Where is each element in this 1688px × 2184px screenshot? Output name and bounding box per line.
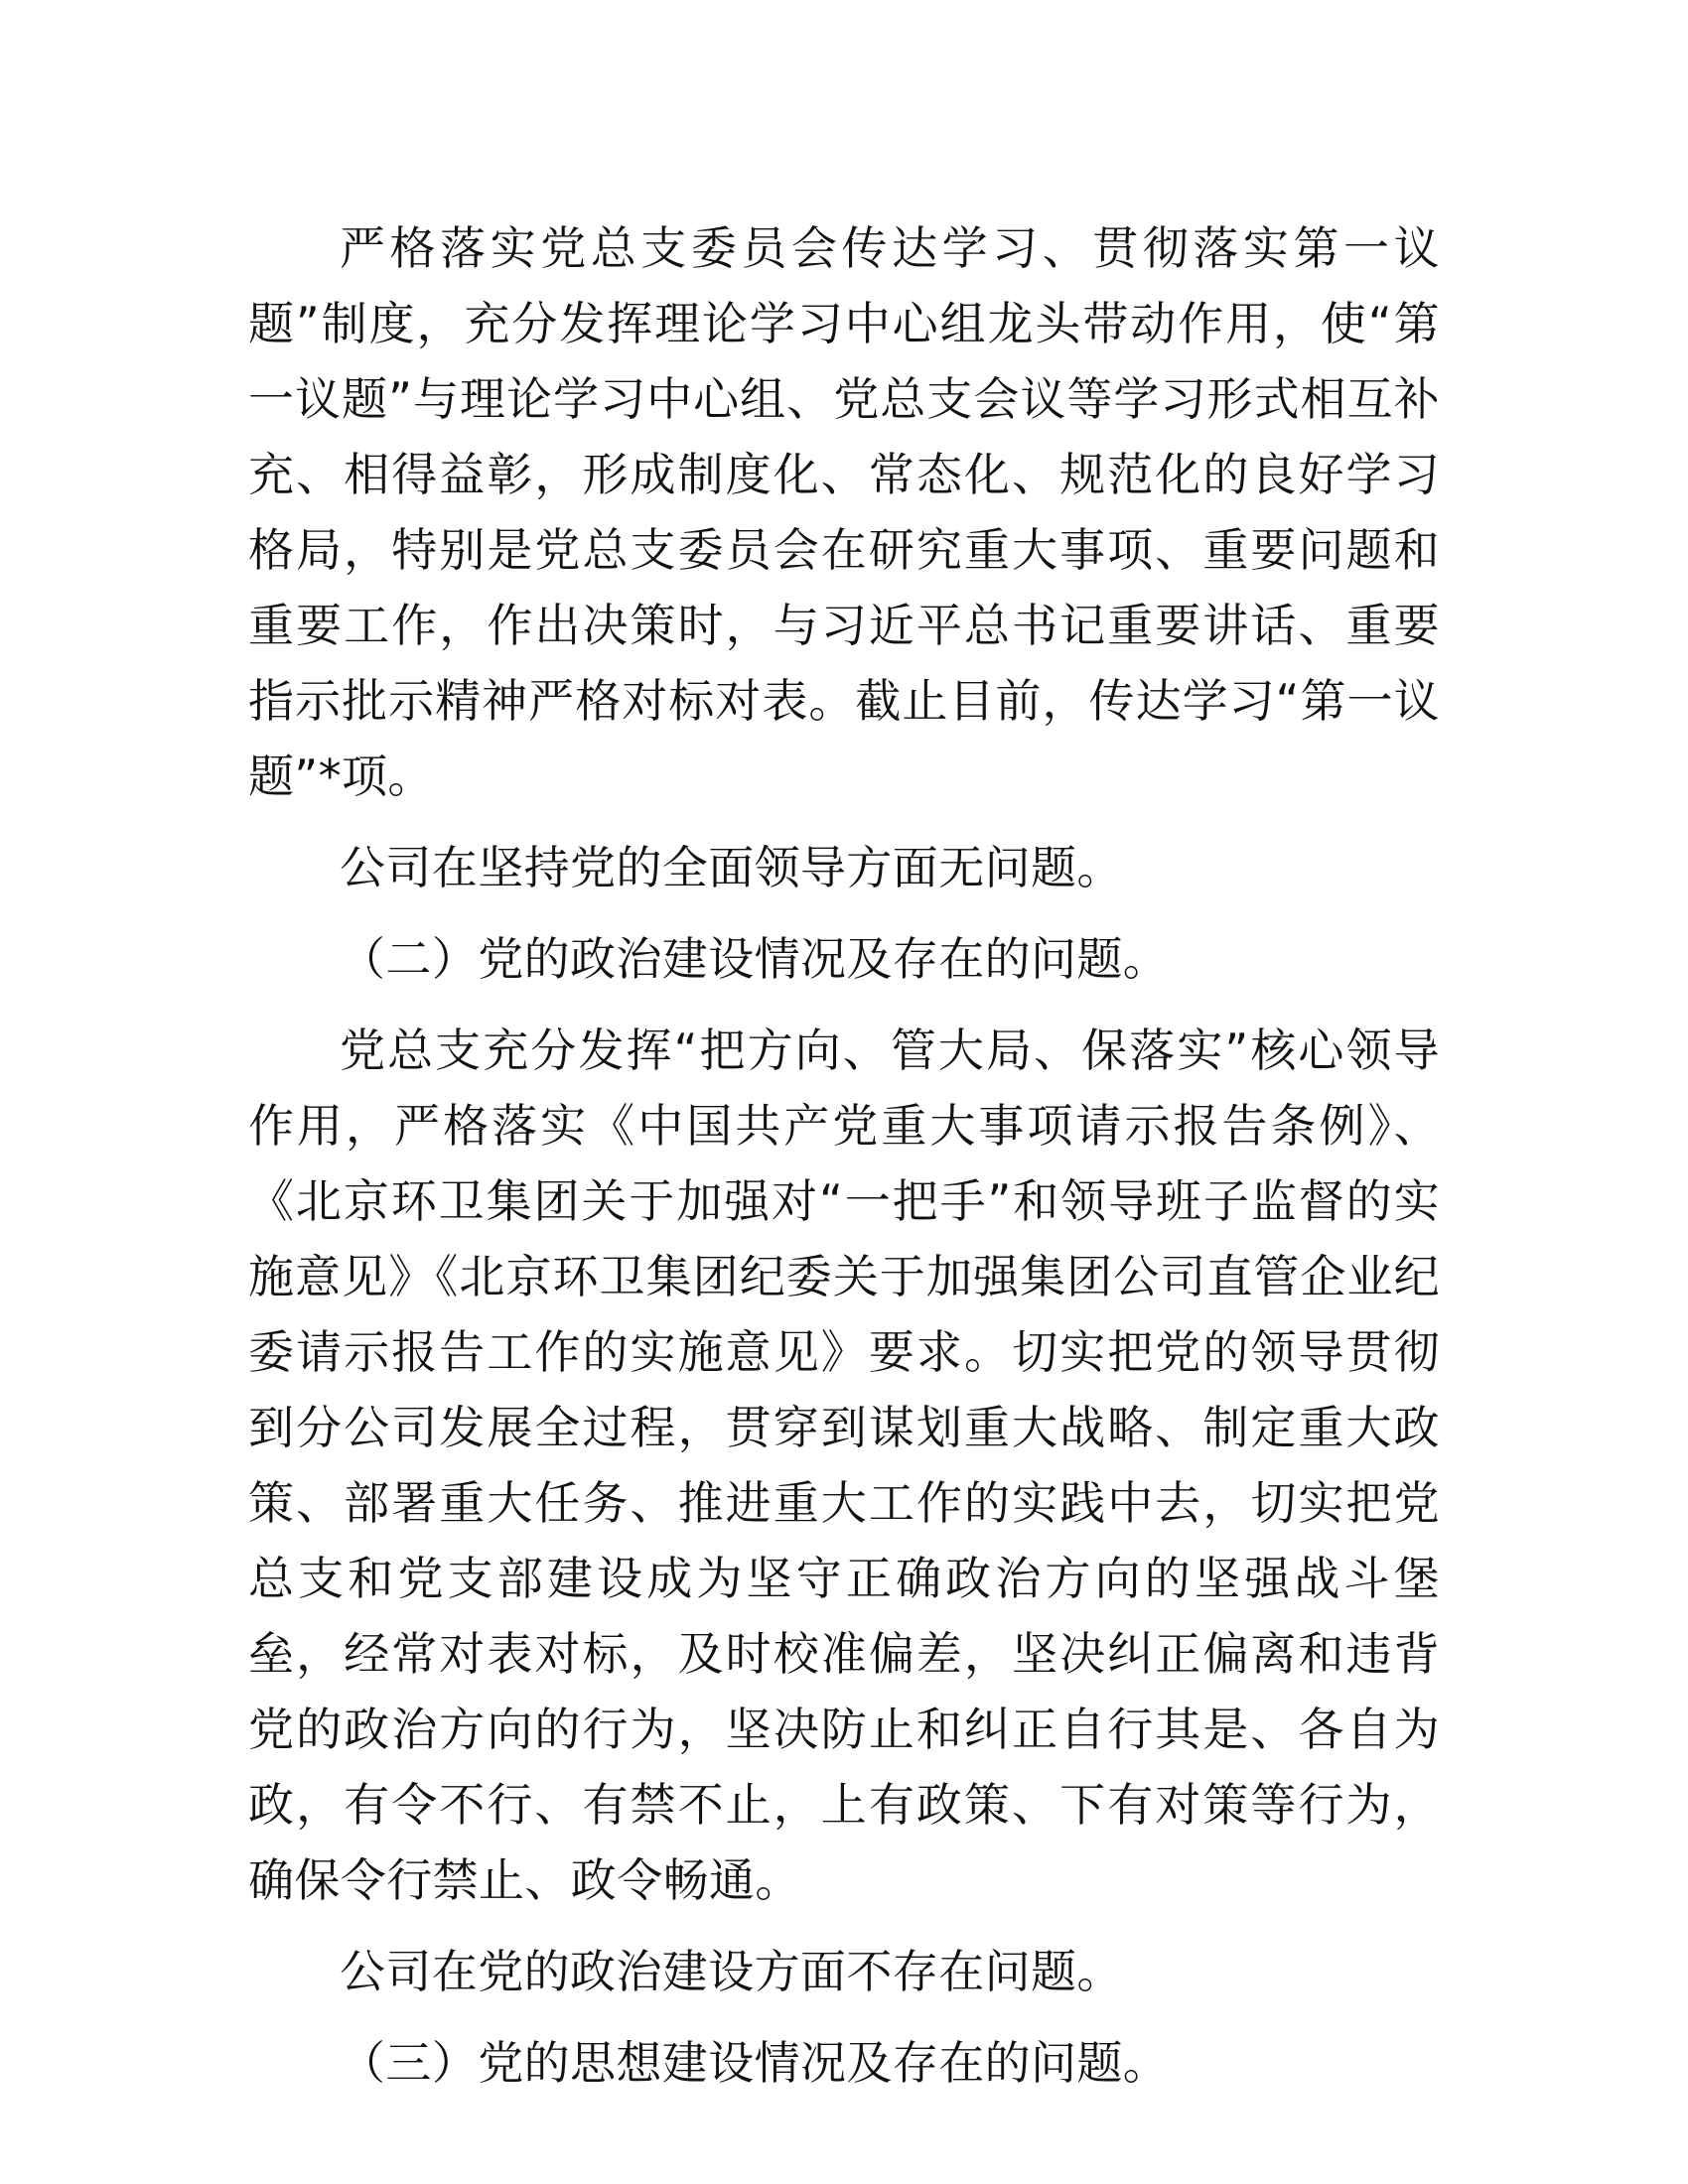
paragraph-political-conclusion: 公司在党的政治建设方面不存在问题。	[340, 1945, 1123, 1998]
paragraph-political-construction: 党总支充分发挥“把方向、管大局、保落实”核心领导作用，严格落实《中国共产党重大事项请示报告条例》、《北京环卫集团关于加强对“一把手”和领导班子监督的实施意见》《北京环卫集团纪委关于加强集团公司直管企业纪委请示报告工作的实施意见》要求。切实把党的领导贯彻到分公司发展全过程，贯穿到谋划重大战略、制定重大政策、部署重大任务、推进重大工作的实践中去，切实把党总支和党支部建设成为坚守正确政治方向的坚强战斗堡垒，经常对表对标，及时校准偏差，坚决纠正偏离和违背党的政治方向的行为，坚决防止和纠正自行其是、各自为政，有令不行、有禁不止，上有政策、下有对策等行为，确保令行禁止、政令畅通。	[248, 1024, 1440, 1907]
paragraph-first-topic-system: 严格落实党总支委员会传达学习、贯彻落实第一议题”制度，充分发挥理论学习中心组龙头带动作用，使“第一议题”与理论学习中心组、党总支会议等学习形式相互补充、相得益彰，形成制度化、常态化、规范化的良好学习格局，特别是党总支委员会在研究重大事项、重要问题和重要工作，作出决策时，与习近平总书记重要讲话、重要指示批示精神严格对标对表。截止目前，传达学习“第一议题”*项。	[248, 221, 1440, 803]
section-heading-political-construction: （二）党的政治建设情况及存在的问题。	[340, 932, 1170, 986]
paragraph-leadership-conclusion: 公司在坚持党的全面领导方面无问题。	[340, 841, 1123, 894]
section-heading-ideological-construction: （三）党的思想建设情况及存在的问题。	[340, 2036, 1170, 2090]
document-body	[248, 210, 1440, 2116]
